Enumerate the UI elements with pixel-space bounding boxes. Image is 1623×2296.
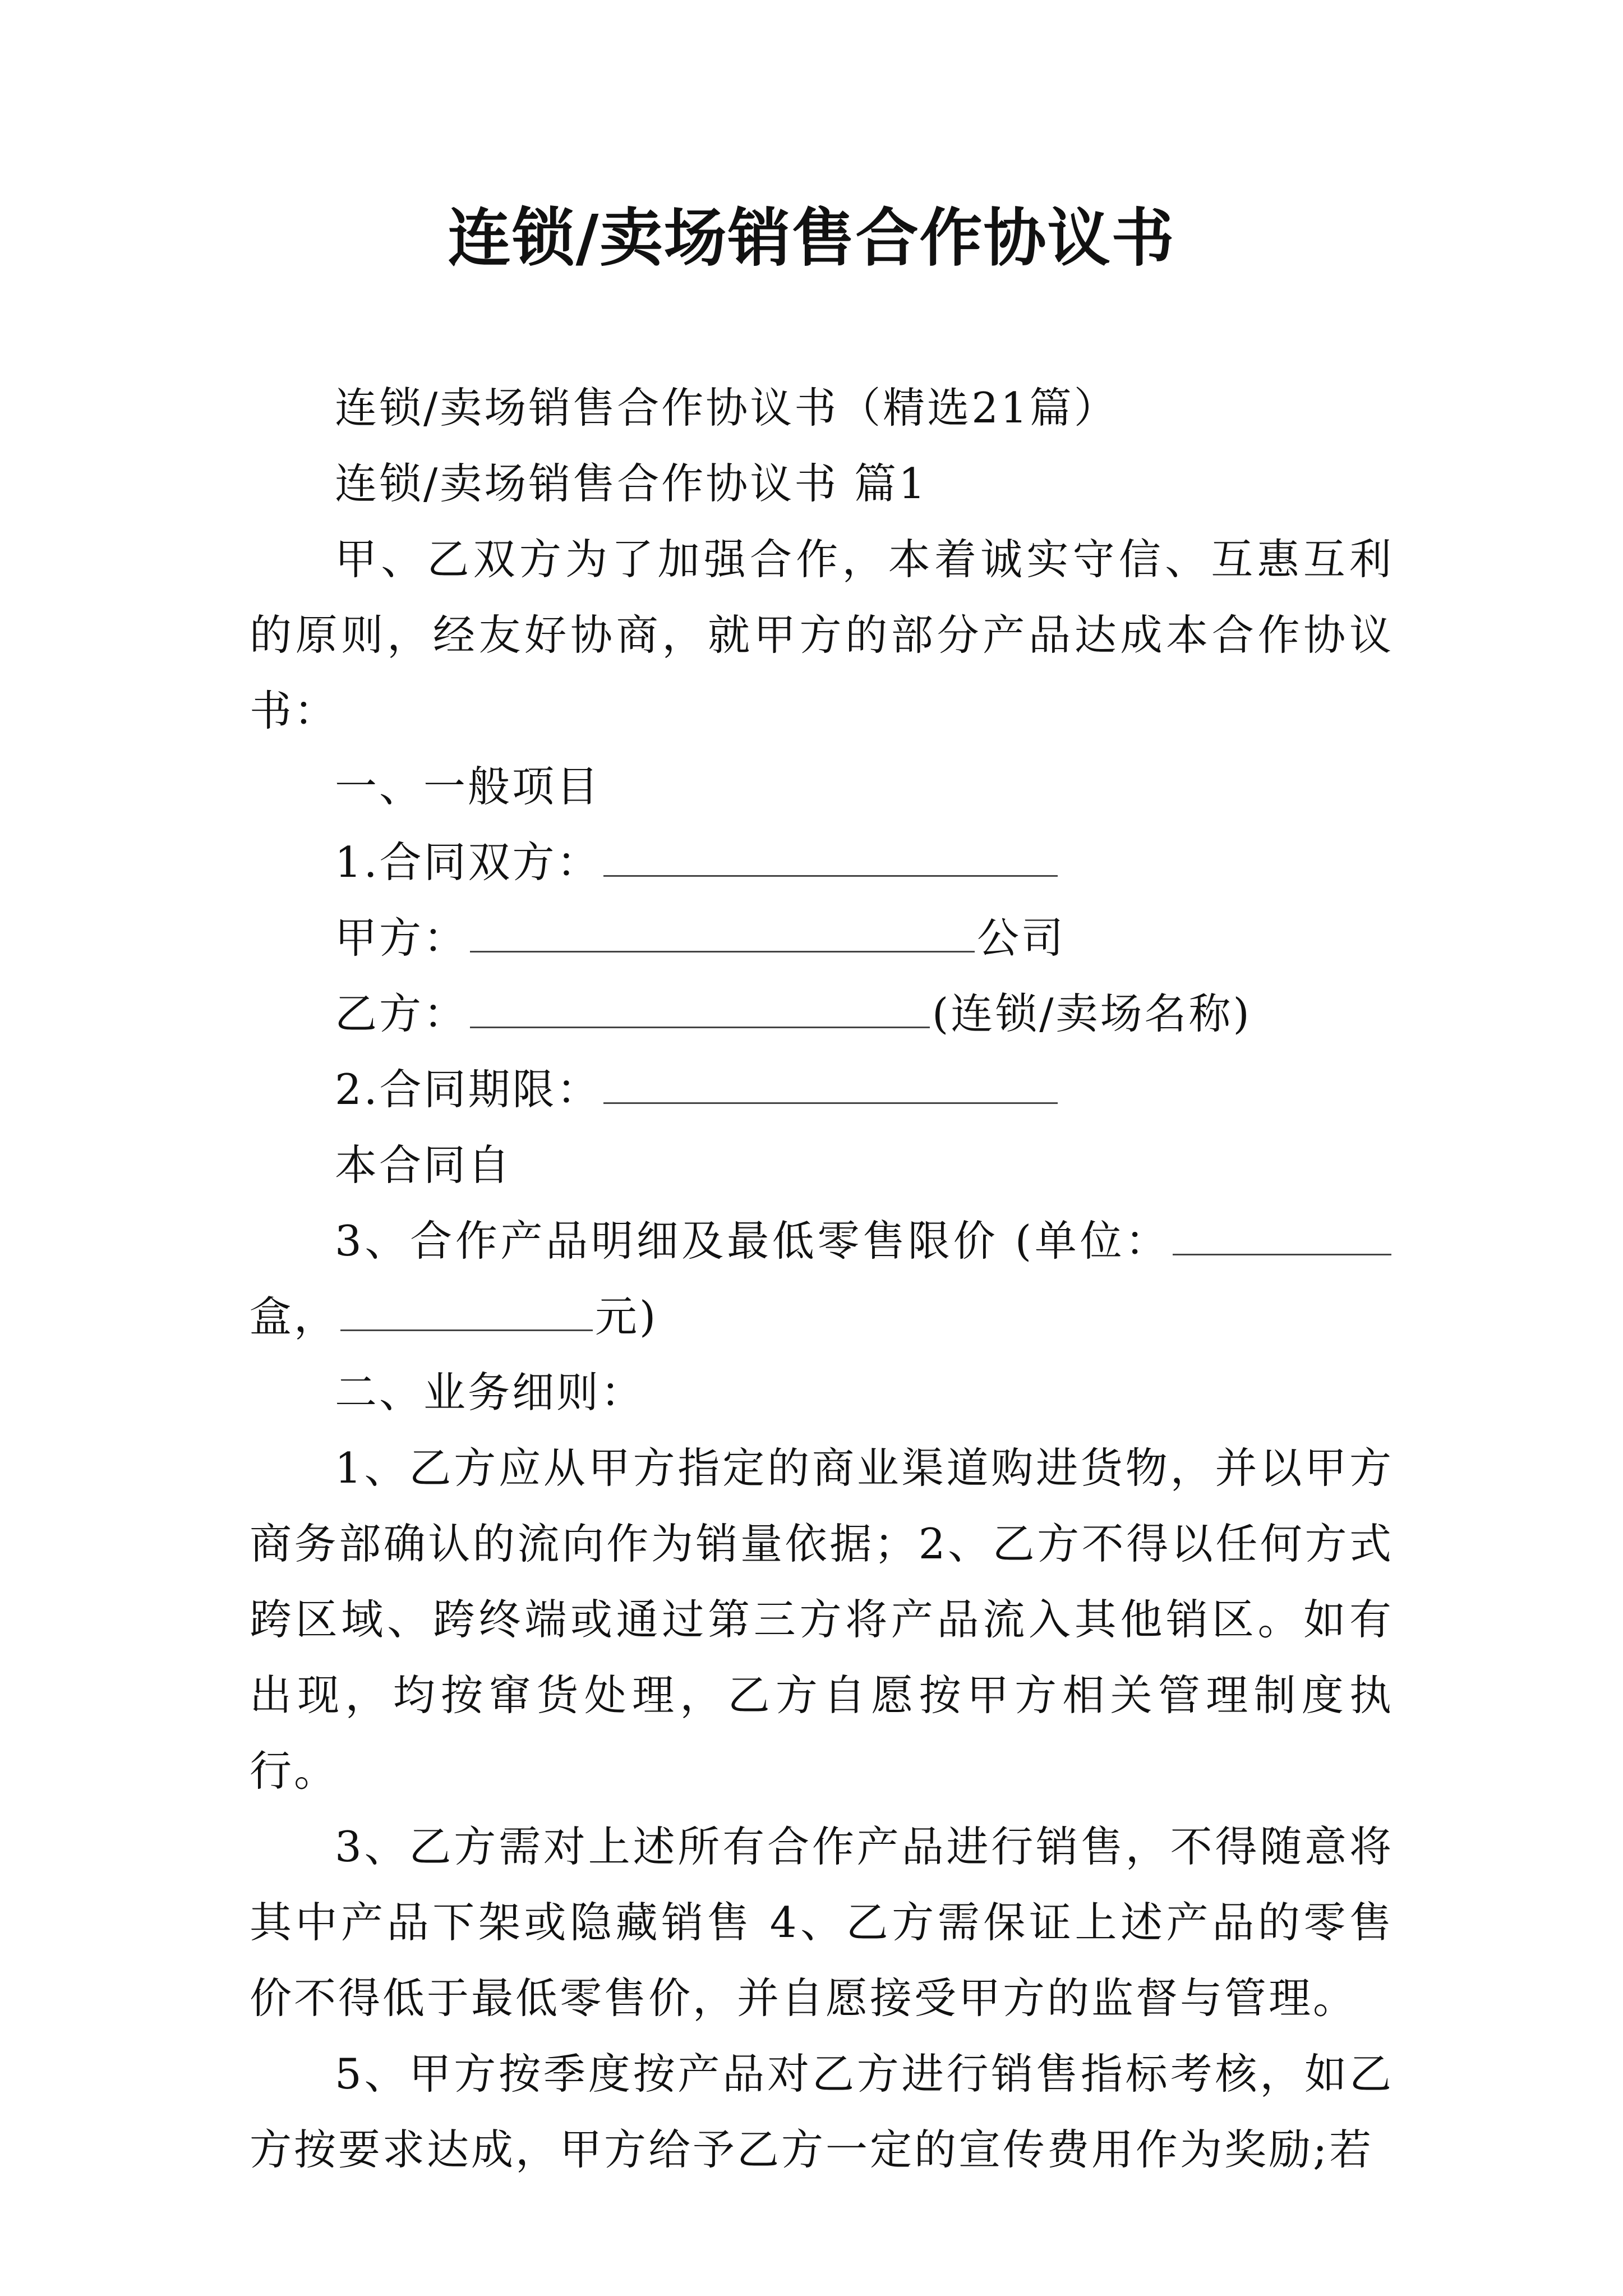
item-parties-label: 1.合同双方：	[335, 838, 601, 887]
parties-blank	[603, 835, 1058, 877]
price-blank	[340, 1289, 593, 1331]
party-b-suffix: (连锁/卖场名称)	[932, 989, 1252, 1038]
item-term-label: 2.合同期限：	[335, 1065, 601, 1114]
rules-paragraph-3: 5、甲方按季度按产品对乙方进行销售指标考核，如乙方按要求达成，甲方给予乙方一定的宣传费用作为奖励;若	[250, 2049, 1394, 2174]
party-b-blank	[470, 986, 930, 1028]
party-b-label: 乙方：	[335, 989, 468, 1038]
section-heading-rules: 二、业务细则：	[335, 1368, 645, 1417]
rules-paragraph-1: 1、乙方应从甲方指定的商业渠道购进货物，并以甲方商务部确认的流向作为销量依据；2、乙方不得以任何方式跨区域、跨终端或通过第三方将产品流入其他销区。如有出现，均按窜货处理，乙方自愿按甲方相关管理制度执行。	[250, 1443, 1394, 1796]
party-a-label: 甲方：	[335, 913, 468, 963]
article-heading: 连锁/卖场销售合作协议书 篇1	[335, 459, 928, 508]
document-body	[250, 370, 1394, 2188]
item-parties	[250, 825, 1394, 900]
party-a-blank	[470, 910, 975, 953]
intro-paragraph: 甲、乙双方为了加强合作，本着诚实守信、互惠互利的原则，经友好协商，就甲方的部分产品达成本合作协议书：	[250, 535, 1394, 735]
rules-paragraph-2: 3、乙方需对上述所有合作产品进行销售，不得随意将其中产品下架或隐藏销售 4、乙方需保证上述产品的零售价不得低于最低零售价，并自愿接受甲方的监督与管理。	[250, 1822, 1394, 2023]
party-a-suffix: 公司	[977, 913, 1066, 963]
document-subtitle: 连锁/卖场销售合作协议书（精选21篇）	[335, 383, 1118, 432]
document-title: 连锁/卖场销售合作协议书	[448, 201, 1175, 275]
unit-blank	[1173, 1213, 1391, 1255]
item-term	[250, 1052, 1394, 1128]
item-products-unit: 盒，	[250, 1292, 339, 1341]
party-b-line	[250, 976, 1394, 1052]
term-blank	[603, 1062, 1058, 1104]
item-products-prefix: 3、合作产品明细及最低零售限价 (单位：	[335, 1216, 1170, 1266]
item-products-price	[250, 1203, 1394, 1355]
contract-from-line: 本合同自	[335, 1140, 513, 1190]
section-heading-general: 一、一般项目	[335, 762, 601, 811]
item-products-suffix: 元)	[595, 1292, 658, 1341]
party-a-line	[250, 900, 1394, 976]
